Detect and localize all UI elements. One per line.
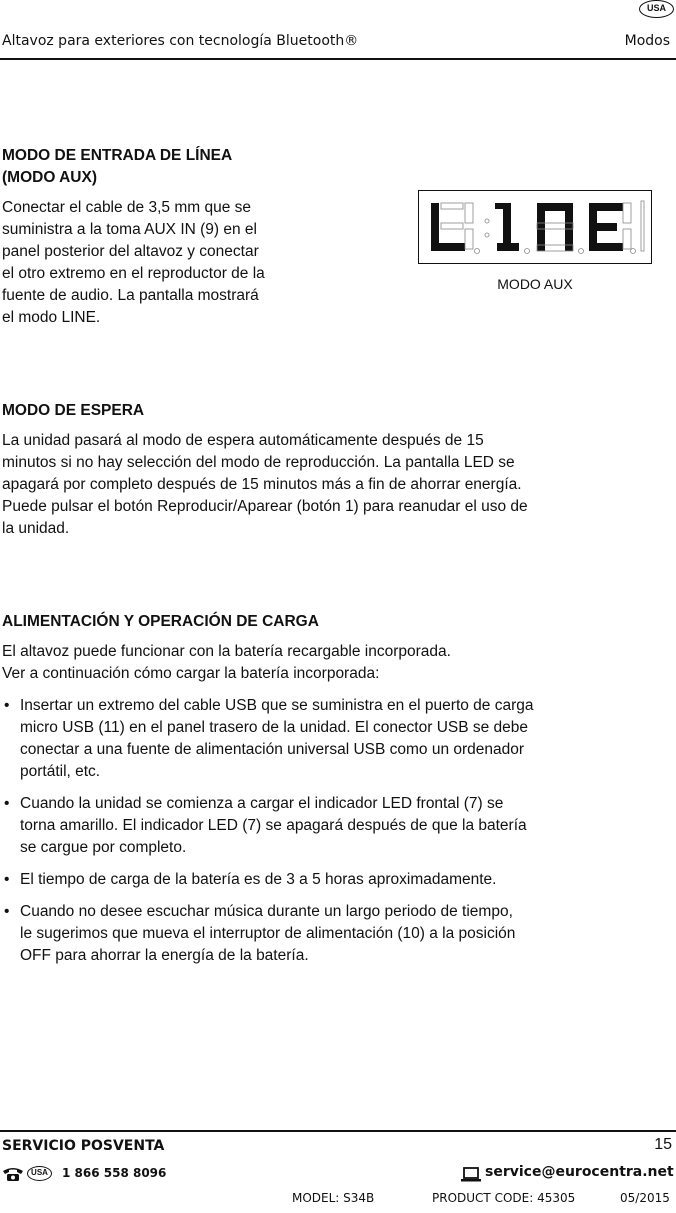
model-number: MODEL: S34B [292,1191,375,1205]
phone-icon [2,1166,24,1182]
usa-phone-badge: USA [27,1166,52,1181]
footer-rule [0,1130,676,1132]
list-item: • Cuando la unidad se comienza a cargar el indicador LED frontal (7) se torna amarillo. El indicador LED (7) se apagará después de que la batería se cargue por completo. [2,793,642,859]
power-intro: El altavoz puede funcionar con la batería recargable incorporada. Ver a continuación cómo cargar la batería incorporada: [2,643,451,682]
power-heading: ALIMENTACIÓN Y OPERACIÓN DE CARGA [2,613,319,630]
product-code: PRODUCT CODE: 45305 [432,1191,576,1205]
page-number: 15 [654,1136,672,1153]
list-item: • Cuando no desee escuchar música durante un largo periodo de tiempo, le sugerimos que mueva el interruptor de alimentación (10) a la posición OFF para ahorrar la energía de la batería. [2,901,642,967]
publication-date: 05/2015 [620,1191,670,1205]
led-display-graphic [419,191,650,262]
display-caption: MODO AUX [497,276,573,292]
standby-body: La unidad pasará al modo de espera automáticamente después de 15 minutos si no hay selección del modo de reproducción. La pantalla LED se apagará por completo después de 15 minutos más a fin de ahorrar energía. Puede pulsar el botón Reproducir/Aparear (botón 1) para reanudar el uso de la unidad. [2,432,528,537]
service-email[interactable]: service@eurocentra.net [485,1164,674,1180]
list-item: • Insertar un extremo del cable USB que se suministra en el puerto de carga micro USB (11) en el panel trasero de la unidad. El conector USB se debe conectar a una fuente de alimentación universal USB como un ordenador portátil, etc. [2,695,642,783]
aux-heading: MODO DE ENTRADA DE LÍNEA (MODO AUX) [2,147,233,186]
section-label: Modos [624,33,670,49]
standby-heading: MODO DE ESPERA [2,402,145,419]
charging-instructions-list [2,695,642,977]
header-rule [0,58,676,60]
laptop-icon [461,1167,481,1182]
after-sales-title: SERVICIO POSVENTA [2,1138,165,1154]
service-phone[interactable]: 1 866 558 8096 [62,1166,167,1180]
led-display [418,190,652,264]
aux-body: Conectar el cable de 3,5 mm que se suministra a la toma AUX IN (9) en el panel posterior del altavoz y conectar el otro extremo en el reproductor de la fuente de audio. La pantalla mostrará el modo LINE. [2,199,265,326]
document-title: Altavoz para exteriores con tecnología Bluetooth® [2,33,359,49]
usa-badge: USA [639,0,674,18]
list-item: • El tiempo de carga de la batería es de 3 a 5 horas aproximadamente. [2,869,642,891]
